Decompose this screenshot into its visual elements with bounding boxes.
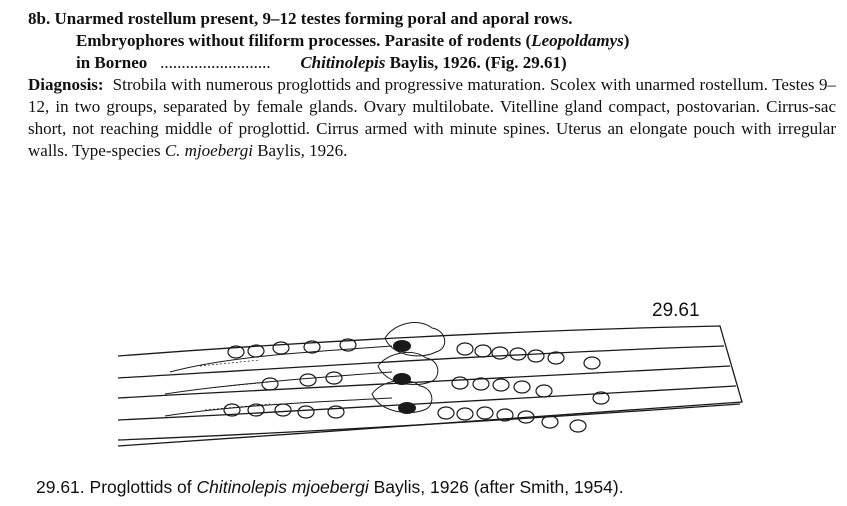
key-text-3a: in Borneo bbox=[76, 53, 148, 72]
vitelline-gland-2 bbox=[393, 373, 411, 385]
testes-poral bbox=[224, 339, 356, 418]
proglottid-margin-1 bbox=[118, 346, 724, 378]
diagnosis-text-end: Baylis, 1926. bbox=[257, 141, 348, 160]
key-text-2b: ) bbox=[623, 31, 630, 50]
caption-text-a: 29.61. Proglottids of bbox=[36, 477, 192, 497]
ovary-1 bbox=[385, 323, 445, 356]
caption-species: Chitinolepis mjoebergi bbox=[196, 477, 369, 497]
key-text-2a: Embryophores without filiform processes. Parasite of rodents ( bbox=[76, 31, 532, 50]
diagnosis-label: Diagnosis: bbox=[28, 75, 104, 94]
vitelline-gland-1 bbox=[393, 340, 411, 352]
key-leader-dots: .......................... bbox=[160, 53, 271, 72]
proglottid-margin-3 bbox=[118, 386, 736, 420]
key-text-3b: Baylis, 1926. (Fig. 29.61) bbox=[389, 53, 567, 72]
key-number: 8b. bbox=[28, 9, 51, 28]
figure-caption bbox=[36, 477, 826, 498]
genus-name: Chitinolepis bbox=[300, 53, 386, 72]
caption-text-b: Baylis, 1926 (after Smith, 1954). bbox=[373, 477, 624, 497]
figure-number: 29.61 bbox=[652, 300, 700, 321]
key-text-1: Unarmed rostellum present, 9–12 testes forming poral and aporal rows. bbox=[54, 9, 573, 28]
vitelline-gland-3 bbox=[398, 402, 416, 414]
type-species: C. mjoebergi bbox=[164, 141, 253, 160]
proglottid-margin-2 bbox=[118, 366, 730, 398]
diagnosis-text: Strobila with numerous proglottids and progressive maturation. Scolex with unarmed rostellum. Testes 9–12, in two groups, separated by female glands. Ovary multilobate. Vitelline gland compact, postovarian. Cirrus-sac short, not reaching middle of proglottid. Cirrus armed with minute spines. Uterus an elongate pouch with irregular walls. Type-species bbox=[28, 75, 837, 160]
strobila-outline bbox=[118, 326, 742, 446]
host-genus: Leopoldamys bbox=[531, 31, 624, 50]
